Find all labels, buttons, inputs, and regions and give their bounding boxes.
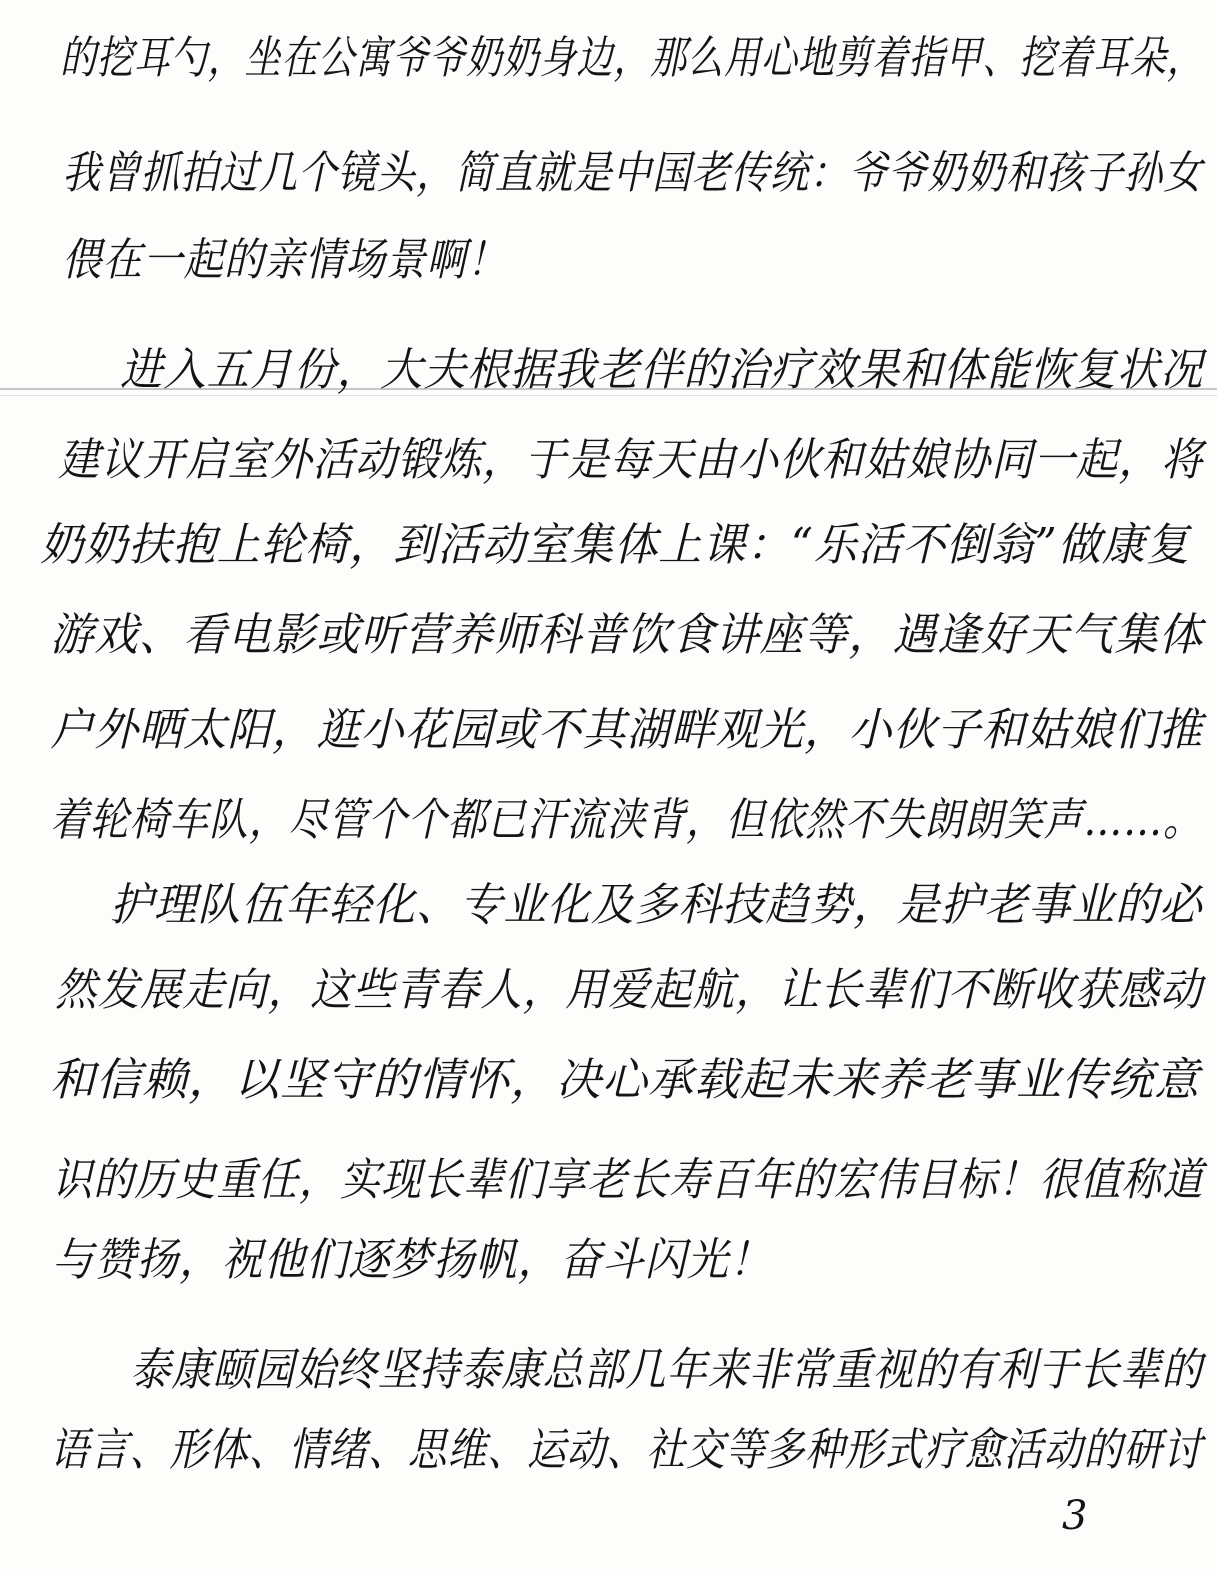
text-line-8: 户外晒太阳，逛小花园或不其湖畔观光，小伙子和姑娘们推	[50, 703, 1203, 756]
text-line-9: 着轮椅车队，尽管个个都已汗流浃背，但依然不失朗朗笑声……。	[50, 793, 1203, 846]
text-line-1: 的挖耳勺，坐在公寓爷爷奶奶身边，那么用心地剪着指甲、挖着耳朵，	[60, 31, 1204, 84]
text-line-16: 语言、形体、情绪、思维、运动、社交等多种形式疗愈活动的研讨	[50, 1423, 1203, 1476]
text-line-11: 然发展走向，这些青春人，用爱起航，让长辈们不断收获感动	[55, 963, 1203, 1016]
text-line-3: 偎在一起的亲情场景啊！	[62, 233, 508, 286]
text-line-13: 识的历史重任，实现长辈们享老长寿百年的宏伟目标！很值称道	[52, 1153, 1204, 1206]
page-number: 3	[1062, 1493, 1088, 1539]
text-line-6: 奶奶扶抱上轮椅，到活动室集体上课：“乐活不倒翁”做康复	[40, 518, 1191, 571]
text-line-15: 泰康颐园始终坚持泰康总部几年来非常重视的有利于长辈的	[130, 1343, 1203, 1396]
text-line-14: 与赞扬，祝他们逐梦扬帆，奋斗闪光！	[52, 1233, 772, 1286]
text-line-2: 我曾抓拍过几个镜头，简直就是中国老传统：爷爷奶奶和孩子孙女	[62, 146, 1203, 199]
text-line-4: 进入五月份，大夫根据我老伴的治疗效果和体能恢复状况	[120, 343, 1204, 396]
text-line-12: 和信赖，以坚守的情怀，决心承载起未来养老事业传统意	[50, 1053, 1201, 1106]
text-line-7: 游戏、看电影或听营养师科普饮食讲座等，遇逢好天气集体	[50, 608, 1203, 661]
text-line-10: 护理队伍年轻化、专业化及多科技趋势，是护老事业的必	[110, 878, 1203, 931]
text-line-5: 建议开启室外活动锻炼，于是每天由小伙和姑娘协同一起，将	[58, 433, 1204, 486]
